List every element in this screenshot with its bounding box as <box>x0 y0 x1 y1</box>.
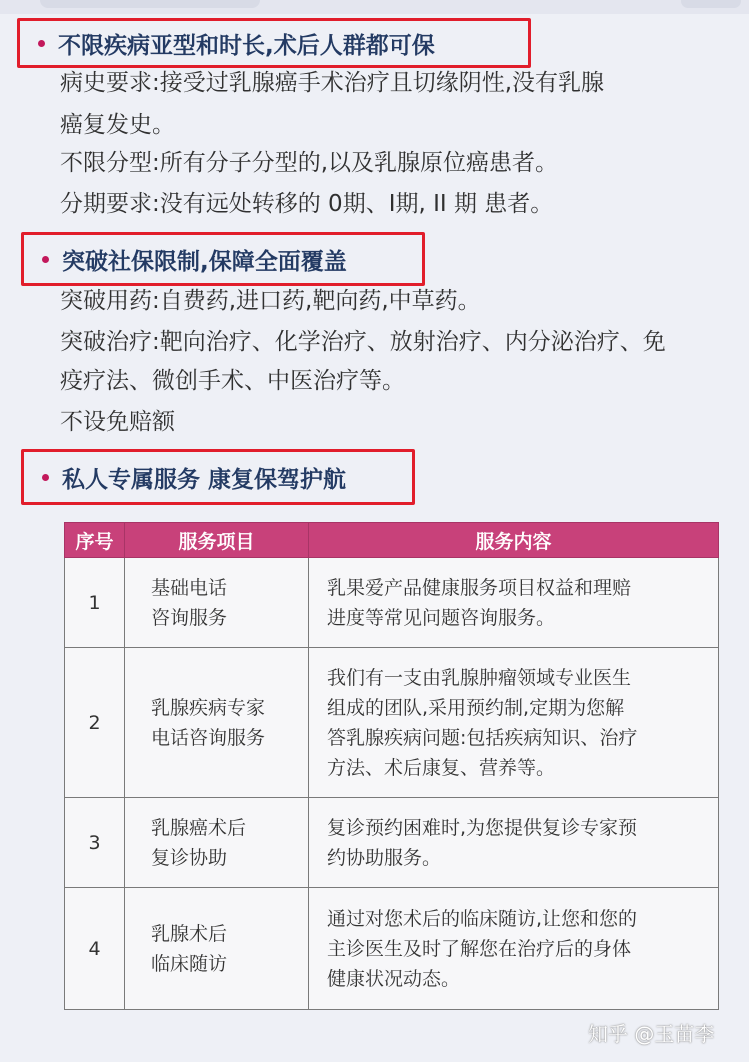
service-content-line: 组成的团队,采用预约制,定期为您解 <box>327 696 625 719</box>
bullet-dot-icon <box>42 256 49 263</box>
service-item-line: 乳腺癌术后 <box>151 816 247 839</box>
top-tab-shape-right <box>681 0 741 8</box>
service-item-line: 临床随访 <box>151 952 228 975</box>
service-content-line: 答乳腺疾病问题:包括疾病知识、治疗 <box>327 726 638 749</box>
section-title-1: 不限疾病亚型和时长,术后人群都可保 <box>58 32 435 59</box>
row-number: 1 <box>65 558 125 648</box>
table-row <box>65 648 719 798</box>
row-service-item <box>125 558 309 648</box>
service-table <box>64 522 719 1010</box>
table-header-row <box>65 523 719 558</box>
section-1-line-2: 癌复发史。 <box>60 112 175 138</box>
table-row <box>65 558 719 648</box>
section-1-line-3: 不限分型:所有分子分型的,以及乳腺原位癌患者。 <box>60 150 559 176</box>
row-service-item <box>125 798 309 888</box>
service-item-line: 乳腺疾病专家 <box>151 696 266 719</box>
section-2-line-4: 不设免赔额 <box>60 409 175 435</box>
section-1-line-4: 分期要求:没有远处转移的 0期、I期, II 期 患者。 <box>60 191 554 217</box>
table-row <box>65 798 719 888</box>
service-item-line: 基础电话 <box>151 576 228 599</box>
bullet-dot-icon <box>38 40 45 47</box>
top-tab-shape <box>40 0 260 8</box>
service-content-line: 通过对您术后的临床随访,让您和您的 <box>327 907 638 930</box>
row-service-content <box>309 888 719 1010</box>
row-service-item <box>125 888 309 1010</box>
section-1-line-1: 病史要求:接受过乳腺癌手术治疗且切缘阴性,没有乳腺 <box>60 70 605 96</box>
service-content-line: 我们有一支由乳腺肿瘤领域专业医生 <box>327 666 632 689</box>
service-content-line: 方法、术后康复、营养等。 <box>327 756 556 779</box>
section-title-2: 突破社保限制,保障全面覆盖 <box>62 248 347 275</box>
row-number: 3 <box>65 798 125 888</box>
service-item-line: 复诊协助 <box>151 846 228 869</box>
row-service-content <box>309 798 719 888</box>
row-number: 2 <box>65 648 125 798</box>
service-item-line: 电话咨询服务 <box>151 726 266 749</box>
section-heading-1 <box>17 18 531 68</box>
bullet-dot-icon <box>42 474 49 481</box>
section-2-line-2: 突破治疗:靶向治疗、化学治疗、放射治疗、内分泌治疗、免 <box>60 329 666 355</box>
row-number: 4 <box>65 888 125 1010</box>
row-service-content <box>309 648 719 798</box>
top-decoration <box>0 0 749 14</box>
section-title-3: 私人专属服务 康复保驾护航 <box>62 466 347 493</box>
service-content-line: 进度等常见问题咨询服务。 <box>327 606 556 629</box>
section-2-line-3: 疫疗法、微创手术、中医治疗等。 <box>60 368 405 394</box>
service-item-line: 乳腺术后 <box>151 922 228 945</box>
service-item-line: 咨询服务 <box>151 606 228 629</box>
section-heading-2 <box>21 232 425 286</box>
service-content-line: 主诊医生及时了解您在治疗后的身体 <box>327 937 632 960</box>
service-content-line: 健康状况动态。 <box>327 967 461 990</box>
section-2-line-1: 突破用药:自费药,进口药,靶向药,中草药。 <box>60 288 481 314</box>
row-service-content <box>309 558 719 648</box>
service-content-line: 复诊预约困难时,为您提供复诊专家预 <box>327 816 638 839</box>
row-service-item <box>125 648 309 798</box>
watermark: 知乎 @玉苗李 <box>588 1022 715 1046</box>
service-content-line: 约协助服务。 <box>327 846 442 869</box>
header-number: 序号 <box>65 523 125 558</box>
header-service-item: 服务项目 <box>125 523 309 558</box>
service-content-line: 乳果爱产品健康服务项目权益和理赔 <box>327 576 632 599</box>
section-heading-3 <box>21 449 415 505</box>
header-service-content: 服务内容 <box>309 523 719 558</box>
table-row <box>65 888 719 1010</box>
